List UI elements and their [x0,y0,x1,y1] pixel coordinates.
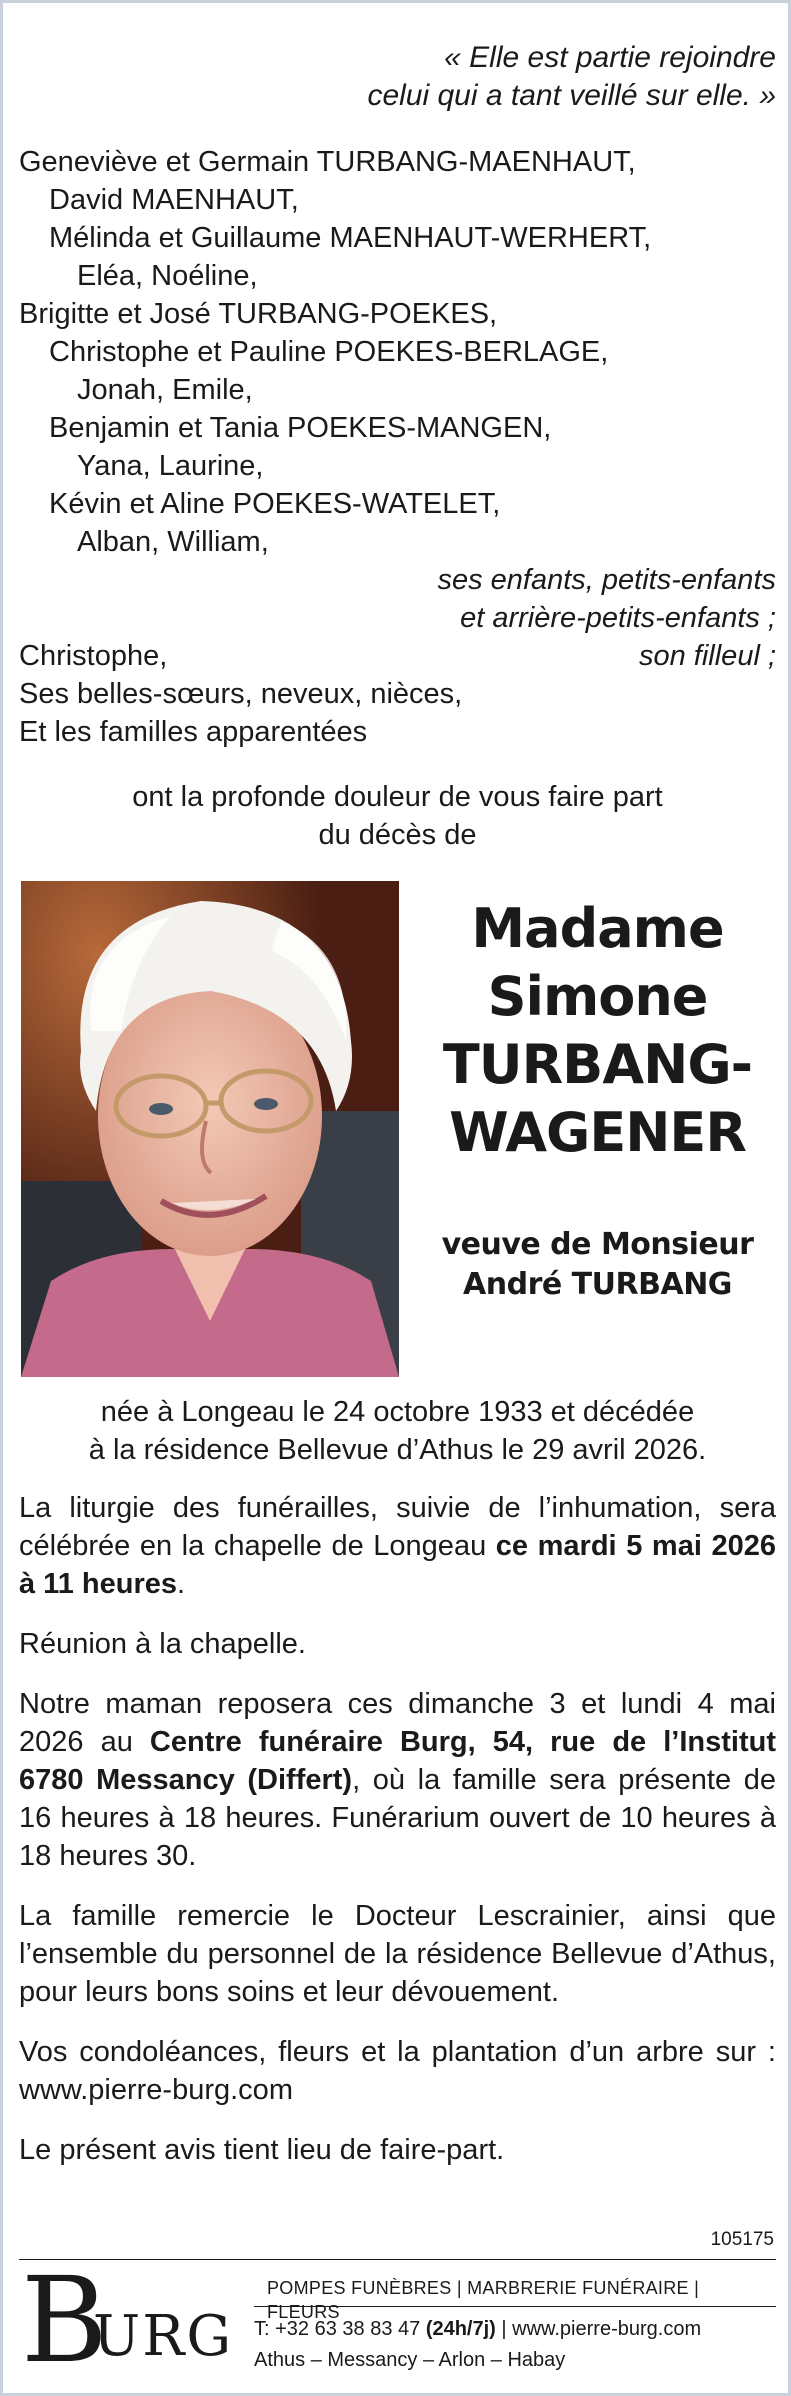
contact-line [254,2314,701,2344]
portrait-photo [21,881,399,1377]
quote-line-1: « Elle est partie rejoindre [444,41,776,74]
godson-row [19,637,776,675]
deceased-title: Madame [471,897,724,960]
family-line: Mélinda et Guillaume MAENHAUT-WERHERT, [49,222,652,254]
services-list: POMPES FUNÈBRES | MARBRERIE FUNÉRAIRE | FLEURS [267,2278,700,2322]
birth-line: née à Longeau le 24 octobre 1933 et décédée [100,1396,695,1428]
phone-hours: (24h/7j) [425,2318,496,2340]
portrait-image [21,881,399,1377]
widow-of [419,1225,776,1305]
funeral-paragraph: La liturgie des funérailles, suivie de l’inhumation, sera célébrée en la chapelle de Longeau ce mardi 5 mai 2026 à 11 heures. [19,1492,776,1600]
website-link: | www.pierre-burg.com [495,2318,702,2340]
family-line: Geneviève et Germain TURBANG-MAENHAUT, [19,146,636,178]
family-line: Benjamin et Tania POEKES-MANGEN, [49,412,552,444]
family-line: Christophe et Pauline POEKES-BERLAGE, [49,336,609,368]
footer-top-rule [19,2259,776,2260]
thanks-paragraph: La famille remercie le Docteur Lescrainier, ainsi que l’ensemble du personnel de la résidence Bellevue d’Athus, pour leurs bons soins et leur dévouement. [19,1900,776,2008]
reference-number: 105175 [710,2229,774,2250]
locations: Athus – Messancy – Arlon – Habay [254,2349,566,2371]
notice-content [19,3,776,2396]
quote-line-2: celui qui a tant veillé sur elle. » [367,79,776,112]
funeral-date: ce mardi 5 mai 2026 à 11 heures [19,1530,776,1600]
extended-family: Ses belles-sœurs, neveux, nièces, [19,678,463,710]
footer-mid-rule [254,2306,776,2307]
notice-paragraph: Le présent avis tient lieu de faire-part. [19,2134,505,2166]
family-line: Brigitte et José TURBANG-POEKES, [19,298,498,330]
logo-letters-urg: URG [93,2304,234,2369]
details-body [19,1489,776,2191]
godson-name: Christophe, [19,640,168,672]
family-line: Yana, Laurine, [77,450,264,482]
logo-letter-b: B [21,2251,108,2389]
relation-grandchildren: et arrière-petits-enfants ; [460,602,776,634]
announcement-line-2: du décès de [318,819,477,851]
birth-death-info [19,1393,776,1469]
deceased-last-name-1: TURBANG- [442,1033,753,1096]
relation-children: ses enfants, petits-enfants [437,564,776,596]
related-families: Et les familles apparentées [19,716,368,748]
announcement [19,778,776,854]
deceased-first-name: Simone [487,965,708,1028]
burg-logo [21,2251,246,2389]
family-line: Eléa, Noéline, [77,260,258,292]
deceased-last-name-2: WAGENER [449,1101,746,1164]
condolences-paragraph: Vos condoléances, fleurs et la plantation d’un arbre sur : www.pierre-burg.com [19,2036,776,2106]
widow-line-2: André TURBANG [463,1267,732,1302]
announcement-line-1: ont la profonde douleur de vous faire part [132,781,663,813]
death-line: à la résidence Bellevue d’Athus le 29 avril 2026. [88,1434,707,1466]
family-line: Kévin et Aline POEKES-WATELET, [49,488,501,520]
family-list [19,143,776,751]
phone-number: T: +32 63 38 83 47 [254,2318,426,2340]
godson-relation: son filleul ; [638,640,776,672]
deceased-name-block [419,895,776,1305]
widow-line-1: veuve de Monsieur [441,1227,754,1262]
family-line: Jonah, Emile, [77,374,253,406]
family-line: David MAENHAUT, [49,184,299,216]
funeral-home-address: Centre funéraire Burg, 54, rue de l’Institut 6780 Messancy (Differt) [19,1726,776,1796]
visitation-paragraph: Notre maman reposera ces dimanche 3 et lundi 4 mai 2026 au Centre funéraire Burg, 54, rue de l’Institut 6780 Messancy (Differt), où la famille sera présente de 16 heures à 18 heures. Funérarium ouvert de 10 heures à 18 heures 30. [19,1688,776,1872]
epigraph-quote [367,39,776,115]
reunion-paragraph: Réunion à la chapelle. [19,1628,306,1660]
family-line: Alban, William, [77,526,269,558]
